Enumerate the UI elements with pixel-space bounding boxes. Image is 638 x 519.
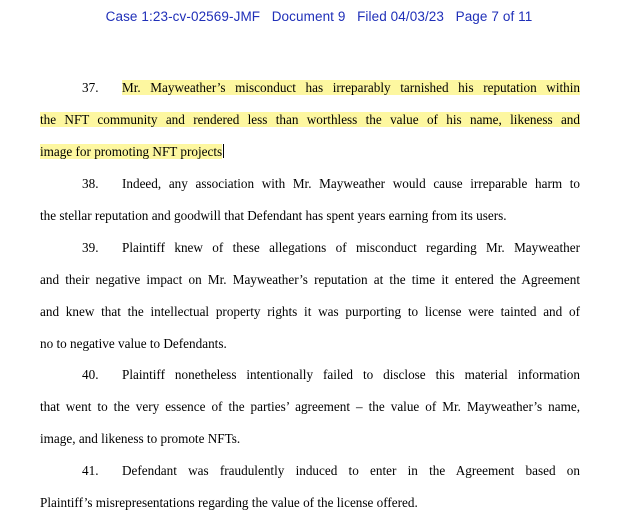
paragraph-text: that went to the very essence of the parties’ agreement – the value of Mr. Mayweather’s name, xyxy=(40,399,580,414)
paragraph-text: Plaintiff nonetheless intentionally failed to disclose this material information xyxy=(122,367,580,382)
paragraph-text: and their negative impact on Mr. Mayweather’s reputation at the time it entered the Agreement xyxy=(40,272,580,287)
paragraph-text: image, and likeness to promote NFTs. xyxy=(40,431,241,446)
paragraph-number: 41. xyxy=(82,463,99,478)
paragraph-line xyxy=(40,111,580,129)
case-header xyxy=(0,9,638,24)
paragraph-text: the stellar reputation and goodwill that Defendant has spent years earning from its users. xyxy=(40,208,507,223)
paragraph-text: and knew that the intellectual property rights it was purporting to license were tainted and of xyxy=(40,304,580,319)
paragraph-line xyxy=(40,207,580,225)
paragraph-line xyxy=(82,79,580,97)
paragraph-line xyxy=(82,239,580,257)
highlighted-text[interactable]: the NFT community and rendered less than worthless the value of his name, likeness and xyxy=(40,112,580,127)
paragraph-text: no to negative value to Defendants. xyxy=(40,336,227,351)
paragraph-number: 40. xyxy=(82,367,99,382)
paragraph-number: 39. xyxy=(82,240,99,255)
paragraph-line xyxy=(40,494,580,512)
paragraph-line xyxy=(40,303,580,321)
paragraph-line xyxy=(82,175,580,193)
page-indicator: Page 7 of 11 xyxy=(455,9,533,24)
paragraph-text: Plaintiff’s misrepresentations regarding the value of the license offered. xyxy=(40,495,418,510)
highlighted-text[interactable]: image for promoting NFT projects xyxy=(40,144,223,159)
highlighted-text[interactable]: Mr. Mayweather’s misconduct has irreparably tarnished his reputation within xyxy=(122,80,580,95)
paragraph-number: 37. xyxy=(82,80,99,95)
document-number: Document 9 xyxy=(271,9,346,24)
paragraph-line xyxy=(40,398,580,416)
paragraph-text: Plaintiff knew of these allegations of misconduct regarding Mr. Mayweather xyxy=(122,240,580,255)
paragraph-line xyxy=(40,271,580,289)
paragraph-line xyxy=(82,462,580,480)
paragraph-line xyxy=(82,366,580,384)
paragraph-line xyxy=(40,335,580,353)
paragraph-number: 38. xyxy=(82,176,99,191)
paragraph-text: Defendant was fraudulently induced to enter in the Agreement based on xyxy=(122,463,580,478)
paragraph-text: Indeed, any association with Mr. Mayweather would cause irreparable harm to xyxy=(122,176,580,191)
case-number: Case 1:23-cv-02569-JMF xyxy=(105,9,261,24)
paragraph-line xyxy=(40,430,580,448)
paragraph-line xyxy=(40,143,580,161)
text-cursor xyxy=(223,144,224,158)
filed-date: Filed 04/03/23 xyxy=(357,9,445,24)
